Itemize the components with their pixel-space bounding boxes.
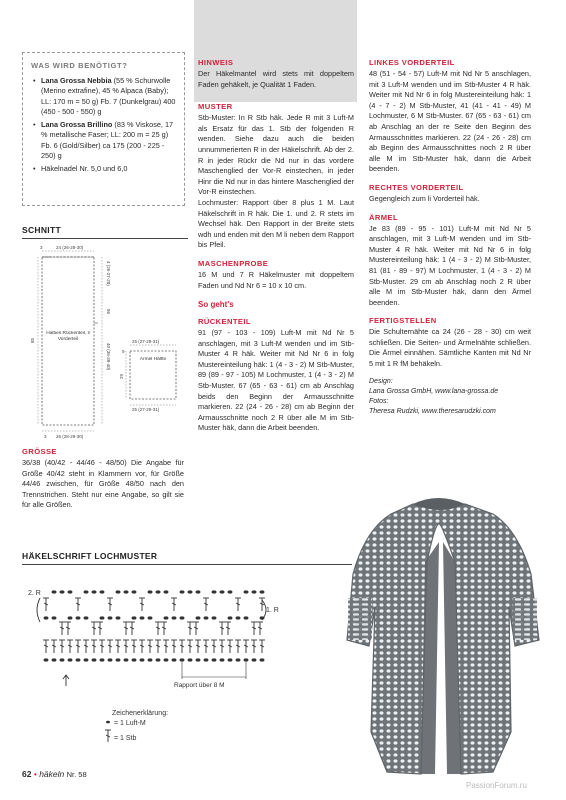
chain-stitch-symbol bbox=[108, 659, 112, 661]
chain-stitch-symbol bbox=[196, 617, 200, 619]
chain-stitch-symbol bbox=[148, 617, 152, 619]
chain-stitch-icon bbox=[106, 721, 110, 724]
chain-stitch-symbol bbox=[180, 659, 184, 661]
chain-stitch-symbol bbox=[92, 659, 96, 661]
chain-stitch-symbol bbox=[260, 659, 264, 661]
treble-stitch-symbol bbox=[171, 640, 177, 653]
treble-stitch-symbol bbox=[131, 640, 137, 653]
chain-stitch-symbol bbox=[220, 591, 224, 593]
row-2-label: 2. R bbox=[28, 590, 41, 597]
magazine-name: häkeln bbox=[39, 769, 65, 779]
groesse-title: GRÖSSE bbox=[22, 447, 57, 456]
treble-stitch-symbol bbox=[59, 640, 65, 653]
row-1-label: 1. R bbox=[266, 607, 279, 614]
dim-sleeve-bottom: 25 (27-29-31) bbox=[132, 407, 160, 412]
chain-stitch-symbol bbox=[244, 591, 248, 593]
chain-stitch-symbol bbox=[76, 659, 80, 661]
dim-left: 85 bbox=[30, 337, 35, 343]
chain-stitch-symbol bbox=[180, 617, 184, 619]
dim-top-b: 24 (26-28-30) bbox=[56, 245, 84, 250]
chain-stitch-symbol bbox=[156, 659, 160, 661]
treble-stitch-symbol bbox=[155, 640, 161, 653]
treble-stitch-symbol bbox=[203, 640, 209, 653]
dim-side-b: 86 bbox=[106, 309, 111, 315]
chain-stitch-symbol bbox=[252, 659, 256, 661]
chain-stitch-symbol bbox=[100, 617, 104, 619]
aermel-title: ÄRMEL bbox=[369, 212, 398, 222]
chain-stitch-symbol bbox=[236, 617, 240, 619]
rapport-label: Rapport über 8 M bbox=[174, 682, 225, 689]
dim-top-a: 3 bbox=[40, 245, 43, 250]
dim-bottom: 26 (28-29-30) bbox=[56, 434, 84, 439]
chain-stitch-symbol bbox=[116, 591, 120, 593]
chain-stitch-symbol bbox=[260, 591, 264, 593]
page-footer: 62 • häkeln Nr. 58 bbox=[22, 769, 87, 779]
treble-stitch-symbol bbox=[161, 622, 167, 635]
treble-stitch-symbol bbox=[219, 622, 225, 635]
treble-stitch-symbol bbox=[259, 598, 265, 611]
chain-stitch-symbol bbox=[156, 591, 160, 593]
muster-title: MUSTER bbox=[198, 102, 233, 112]
legend-title: Zeichenerklärung: bbox=[112, 710, 169, 717]
materials-box bbox=[22, 52, 185, 206]
hinweis-text: Der Häkelmantel wird stets mit doppeltem Faden gehäkelt, je Qualität 1 Faden. bbox=[198, 69, 354, 89]
chain-stitch-symbol bbox=[220, 659, 224, 661]
credits: Design: Lana Grossa GmbH, www.lana-grossa.de Fotos: Theresa Rudzki, www.theresarudzki.com bbox=[369, 377, 499, 415]
treble-stitch-symbol bbox=[139, 598, 145, 611]
chain-stitch-symbol bbox=[164, 659, 168, 661]
chain-stitch-symbol bbox=[68, 659, 72, 661]
chain-stitch-symbol bbox=[52, 659, 56, 661]
treble-stitch-symbol bbox=[99, 640, 105, 653]
treble-stitch-symbol bbox=[251, 640, 257, 653]
middle-column bbox=[198, 58, 354, 434]
chain-stitch-symbol bbox=[228, 591, 232, 593]
sleeve-label: Ärmel Hälfte bbox=[139, 357, 167, 362]
treble-stitch-symbol bbox=[193, 622, 199, 635]
rechtes-title: RECHTES VORDERTEIL bbox=[369, 182, 464, 192]
chain-stitch-symbol bbox=[76, 617, 80, 619]
treble-stitch-symbol bbox=[51, 640, 57, 653]
chain-stitch-symbol bbox=[172, 659, 176, 661]
chain-stitch-symbol bbox=[124, 591, 128, 593]
treble-stitch-symbol bbox=[59, 622, 65, 635]
treble-stitch-symbol bbox=[257, 622, 263, 635]
chain-stitch-symbol bbox=[92, 591, 96, 593]
dim-sleeve-small: 9 bbox=[122, 349, 125, 354]
chain-stitch-symbol bbox=[244, 617, 248, 619]
chain-stitch-symbol bbox=[52, 591, 56, 593]
treble-stitch-symbol bbox=[163, 640, 169, 653]
chain-stitch-symbol bbox=[244, 659, 248, 661]
chain-stitch-symbol bbox=[132, 659, 136, 661]
issue-number: Nr. 58 bbox=[66, 770, 87, 779]
treble-stitch-symbol bbox=[147, 640, 153, 653]
treble-stitch-symbol bbox=[179, 640, 185, 653]
treble-stitch-symbol bbox=[155, 622, 161, 635]
material-item: • Lana Grossa Nebbia (55 % Schurwolle (Merino extrafine), 45 % Alpaca (Baby); LL: 170 m = 50 g) Fb. 7 (Dunkelgrau) 400 (450 - 500 - 550) g bbox=[41, 76, 176, 117]
maschenprobe-title: MASCHENPROBE bbox=[198, 258, 269, 268]
chain-stitch-symbol bbox=[164, 591, 168, 593]
chain-stitch-symbol bbox=[60, 659, 64, 661]
rueckenteil-title: RÜCKENTEIL bbox=[198, 317, 251, 327]
treble-stitch-symbol bbox=[129, 622, 135, 635]
linkes-text: 48 (51 - 54 - 57) Luft-M mit Nd Nr 5 anschlagen, mit 3 Luft-M wenden und im Stb-Muster 4 R häk. Weiter mit Nd Nr 6 in folg Mustereinteilung häk: 1 (4 - 7 - 2) M Stb-Muster, 41 (41 - 41 - 49) M Lochmuster, 6 M Stb-Muster. 67 (65 - 63 - 61) cm ab Anschlag an der re Seite den Beginn des Armausschnittes markieren. 22 (24 - 26 - 28) cm ab Beginn des Armausschnittes noch 2 R über alle M im Stb-Muster häk, dann die Arbeit beenden. bbox=[369, 69, 531, 174]
treble-stitch-symbol bbox=[65, 622, 71, 635]
chain-stitch-symbol bbox=[196, 591, 200, 593]
materials-list bbox=[31, 76, 176, 175]
aermel-text: Je 83 (89 - 95 - 101) Luft-M mit Nd Nr 5 anschlagen, mit 3 Luft-M wenden und im Stb-Muster 4 R häk. Weiter mit Nd Nr 6 in folg Mustereinteilung häk: 1 (4 - 3 - 2) M Stb-Muster, 81 (81 - 89 - 97) M Lochmuster, 1 (4 - 3 - 2) M Stb-Muster. 29 cm ab Anschlag noch 2 R über alle M im Stb-Muster häk, dann den Ärmel beenden. bbox=[369, 223, 531, 307]
fertig-title: FERTIGSTELLEN bbox=[369, 316, 437, 326]
muster-text: Stb-Muster: In R Stb häk. Jede R mit 3 Luft-M als Ersatz für das 1. Stb der folgenden R wenden. Siehe dazu auch die beiden unnummerierten R in der Häkelschrift. Ab der 2. R in jeder Rückr die Nd nur in das vordere Maschenglied der Vor-R einstechen, in jeder Hinr die Nd nur in das hintere Maschenglied der Vor-R einstechen. bbox=[198, 113, 354, 197]
chain-stitch-symbol bbox=[84, 659, 88, 661]
dim-sleeve-side: 29 bbox=[119, 373, 124, 379]
chain-stitch-symbol bbox=[132, 617, 136, 619]
dim-bottom-a: 3 bbox=[44, 434, 47, 439]
chain-stitch-symbol bbox=[228, 659, 232, 661]
treble-stitch-symbol bbox=[91, 640, 97, 653]
chain-stitch-symbol bbox=[68, 591, 72, 593]
chain-stitch-symbol bbox=[140, 659, 144, 661]
crochet-chart bbox=[22, 580, 352, 780]
chain-stitch-symbol bbox=[132, 591, 136, 593]
legend-stb: = 1 Stb bbox=[114, 735, 137, 742]
chain-stitch-symbol bbox=[140, 617, 144, 619]
rueckenteil-text: 91 (97 - 103 - 109) Luft-M mit Nd Nr 5 anschlagen, mit 3 Luft-M wenden und im Stb-Muster 4 R häk. Weiter mit Nd Nr 6 in folg Mustereinteilung häk: 1 (4 - 3 - 2) M Stb-Muster, 89 (89 - 97 - 105) M Lochmuster, 1 (4 - 3 - 2) M Stb-Muster. 67 (65 - 63 - 61) cm ab Anschlag beids den Beginn der Armausschnitte markieren. 22 (24 - 26 - 28) cm ab Beginn der Armausschnitte noch 2 R über alle M im Stb-Muster häk, dann die Arbeit beenden. bbox=[198, 328, 354, 433]
treble-stitch-symbol bbox=[225, 622, 231, 635]
hinweis-title: HINWEIS bbox=[198, 58, 234, 67]
chart-title: HÄKELSCHRIFT LOCHMUSTER bbox=[22, 551, 158, 561]
chain-stitch-symbol bbox=[84, 591, 88, 593]
chain-stitch-symbol bbox=[204, 617, 208, 619]
chain-stitch-symbol bbox=[148, 591, 152, 593]
treble-stitch-symbol bbox=[115, 640, 121, 653]
chain-stitch-symbol bbox=[44, 617, 48, 619]
linkes-title: LINKES VORDERTEIL bbox=[369, 58, 455, 67]
back-part-label: Halbes Rückenteil, li Vorderteil bbox=[46, 331, 90, 342]
chain-stitch-symbol bbox=[204, 659, 208, 661]
treble-stitch-symbol bbox=[219, 640, 225, 653]
chain-stitch-symbol bbox=[212, 617, 216, 619]
treble-stitch-symbol bbox=[91, 622, 97, 635]
chain-stitch-symbol bbox=[188, 659, 192, 661]
material-item: • Lana Grossa Brillino (83 % Viskose, 17 % metallische Faser; LL: 200 m = 25 g) Fb. 6 (Gold/Silber) ca 175 (200 - 225 - 250) g bbox=[41, 120, 176, 161]
chain-stitch-symbol bbox=[124, 659, 128, 661]
coat-photo bbox=[343, 482, 546, 777]
treble-stitch-symbol bbox=[187, 622, 193, 635]
chain-stitch-symbol bbox=[212, 659, 216, 661]
arrow-icon bbox=[63, 675, 69, 686]
sogehts-title: So geht's bbox=[198, 300, 234, 310]
treble-stitch-icon bbox=[105, 730, 111, 742]
chain-stitch-symbol bbox=[228, 617, 232, 619]
treble-stitch-symbol bbox=[187, 640, 193, 653]
treble-stitch-symbol bbox=[83, 640, 89, 653]
treble-stitch-symbol bbox=[251, 622, 257, 635]
chain-stitch-symbol bbox=[236, 659, 240, 661]
groesse-section bbox=[22, 447, 184, 511]
chain-stitch-symbol bbox=[68, 617, 72, 619]
muster-text-2: Lochmuster: Rapport über 8 plus 1 M. Laut Häkelschrift in R häk. Die 1. und 2. R stets im Wechsel häk. Den Rapport in der Breite stets wdh und enden mit den M li neben dem Rapport bis Pfeil. bbox=[198, 197, 354, 250]
chain-stitch-symbol bbox=[52, 617, 56, 619]
treble-stitch-symbol bbox=[243, 640, 249, 653]
chain-stitch-symbol bbox=[44, 659, 48, 661]
chain-stitch-symbol bbox=[84, 617, 88, 619]
chain-stitch-symbol bbox=[164, 617, 168, 619]
chain-stitch-symbol bbox=[60, 591, 64, 593]
treble-stitch-symbol bbox=[107, 598, 113, 611]
watermark: PassionForum.ru bbox=[466, 781, 527, 790]
chain-stitch-symbol bbox=[108, 617, 112, 619]
treble-stitch-symbol bbox=[139, 640, 145, 653]
chain-stitch-symbol bbox=[180, 591, 184, 593]
treble-stitch-symbol bbox=[43, 598, 49, 611]
treble-stitch-symbol bbox=[67, 640, 73, 653]
right-column bbox=[369, 58, 531, 417]
treble-stitch-symbol bbox=[227, 640, 233, 653]
treble-stitch-symbol bbox=[97, 622, 103, 635]
chain-stitch-symbol bbox=[148, 659, 152, 661]
schnitt-title: SCHNITT bbox=[22, 225, 61, 235]
divider bbox=[22, 238, 188, 239]
materials-title: WAS WIRD BENÖTIGT? bbox=[31, 61, 128, 70]
chain-stitch-symbol bbox=[100, 659, 104, 661]
chain-stitch-symbol bbox=[172, 617, 176, 619]
treble-stitch-symbol bbox=[195, 640, 201, 653]
treble-stitch-symbol bbox=[203, 598, 209, 611]
groesse-text: 36/38 (40/42 - 44/46 - 48/50) Die Angabe für Größe 40/42 steht in Klammern vor, für Größe 44/46 zwischen, für Größe 48/50 nach den Trennstrichen. Steht nur eine Angabe, so gilt sie für alle Größen. bbox=[22, 458, 184, 510]
treble-stitch-symbol bbox=[75, 598, 81, 611]
treble-stitch-symbol bbox=[259, 640, 265, 653]
chain-stitch-symbol bbox=[116, 617, 120, 619]
material-item: • Häkelnadel Nr. 5,0 und 6,0 bbox=[41, 164, 176, 174]
treble-stitch-symbol bbox=[123, 622, 129, 635]
maschenprobe-text: 16 M und 7 R Häkelmuster mit doppeltem Faden und Nd Nr 6 = 10 x 10 cm. bbox=[198, 269, 354, 290]
treble-stitch-symbol bbox=[171, 598, 177, 611]
treble-stitch-symbol bbox=[235, 598, 241, 611]
chain-stitch-symbol bbox=[188, 591, 192, 593]
dim-sleeve-top: 25 (27-29-31) bbox=[132, 339, 160, 344]
treble-stitch-symbol bbox=[211, 640, 217, 653]
treble-stitch-symbol bbox=[123, 640, 129, 653]
treble-stitch-symbol bbox=[43, 640, 49, 653]
divider bbox=[22, 564, 352, 565]
treble-stitch-symbol bbox=[107, 640, 113, 653]
rechtes-text: Gegengleich zum li Vorderteil häk. bbox=[369, 193, 480, 203]
chain-stitch-symbol bbox=[116, 659, 120, 661]
legend-luft: = 1 Luft-M bbox=[114, 720, 146, 727]
page-number: 62 bbox=[22, 769, 32, 779]
chain-stitch-symbol bbox=[100, 591, 104, 593]
dim-side-a: 4 (26-27-28) bbox=[106, 261, 111, 286]
dim-side-c: 40 (36-38-40) bbox=[106, 343, 111, 371]
chain-stitch-symbol bbox=[212, 591, 216, 593]
treble-stitch-symbol bbox=[75, 640, 81, 653]
fertig-text: Die Schulternähte ca 24 (26 - 28 - 30) cm weit schließen. Die Seiten- und Ärmelnähte schließen. Die Ärmel einnähen. Sämtliche Kanten mit Nd Nr 5 mit 1 R fM behäkeln. bbox=[369, 327, 531, 369]
chain-stitch-symbol bbox=[196, 659, 200, 661]
chain-stitch-symbol bbox=[252, 591, 256, 593]
treble-stitch-symbol bbox=[235, 640, 241, 653]
schnitt-diagram bbox=[22, 243, 190, 443]
